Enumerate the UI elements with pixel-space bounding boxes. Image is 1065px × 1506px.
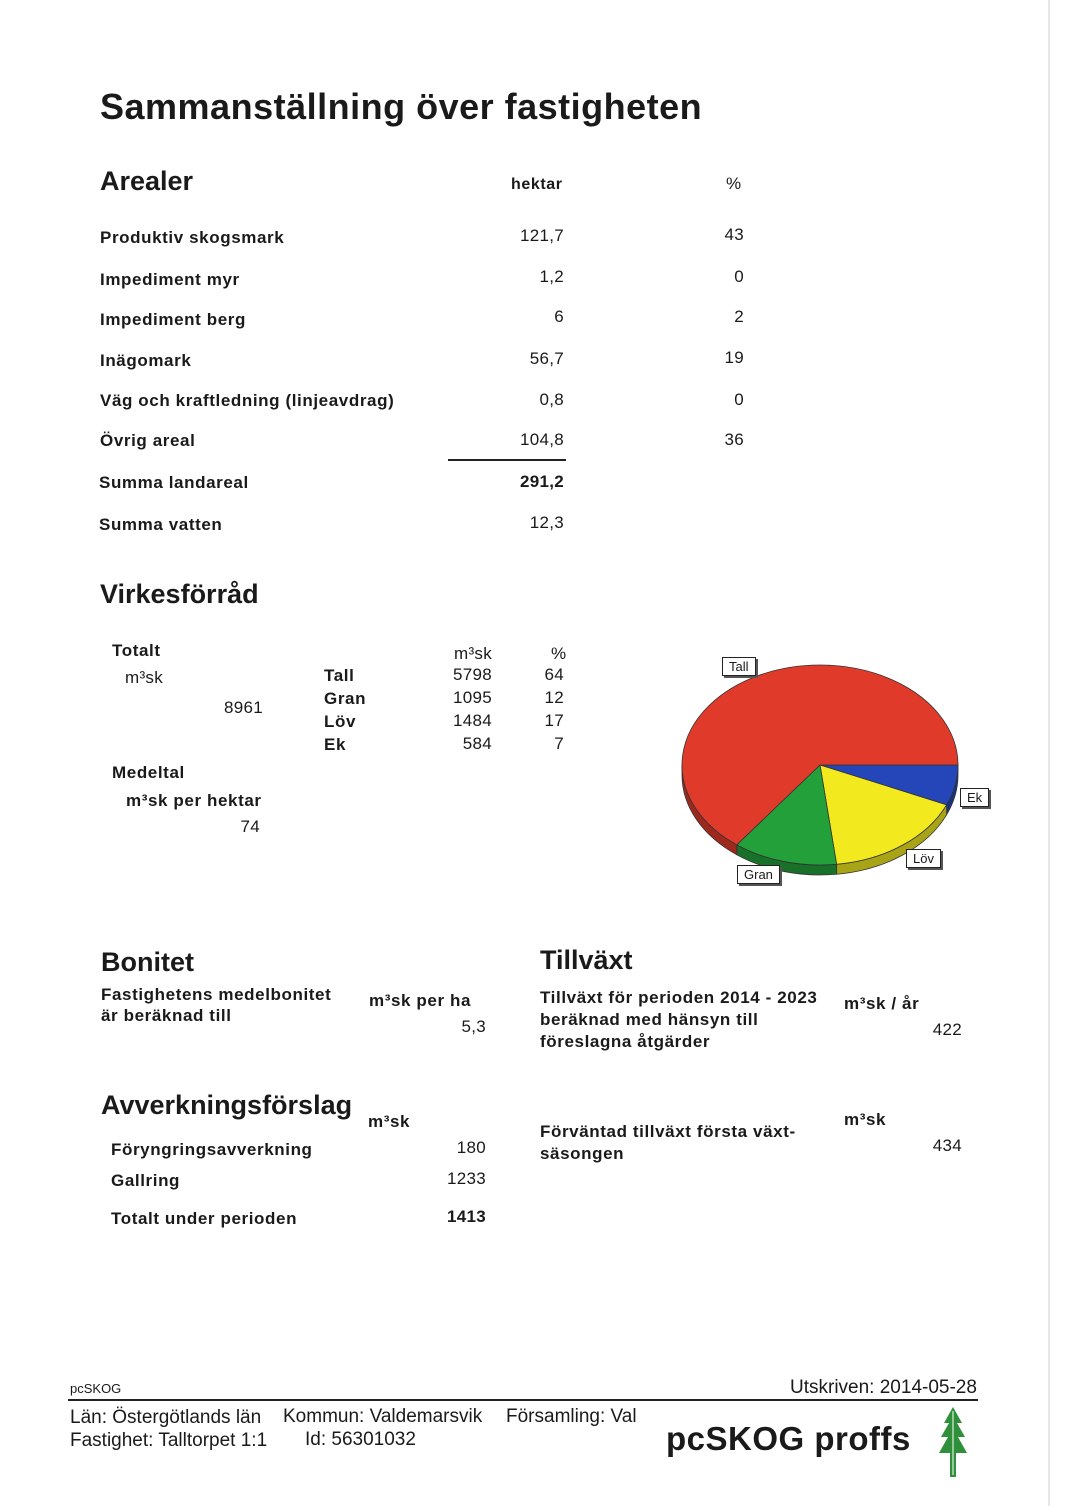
bonitet-heading: Bonitet xyxy=(101,947,194,977)
sum-land-label: Summa landareal xyxy=(99,473,249,492)
arealer-row-hektar: 0,8 xyxy=(539,390,564,409)
arealer-row-label: Impediment myr xyxy=(100,270,240,289)
totalt-unit-label: m³sk xyxy=(125,668,164,687)
footer-kommun: Kommun: Valdemarsvik xyxy=(283,1406,483,1427)
arealer-row-pct: 2 xyxy=(734,307,744,326)
species-pct: 12 xyxy=(544,688,564,707)
brand-name: pcSKOG proffs xyxy=(666,1420,911,1457)
page-edge xyxy=(1048,0,1050,1506)
forvantad-value: 434 xyxy=(932,1136,962,1155)
avverkning-total-label: Totalt under perioden xyxy=(111,1209,298,1228)
footer-id: Id: 56301032 xyxy=(305,1429,416,1450)
arealer-row-hektar: 104,8 xyxy=(519,430,564,449)
forvantad-text-2: säsongen xyxy=(540,1144,625,1163)
footer-fastighet: Fastighet: Talltorpet 1:1 xyxy=(70,1430,268,1451)
arealer-row-label: Övrig areal xyxy=(100,431,196,450)
tillvaxt-value: 422 xyxy=(932,1020,962,1039)
pie-label-tall: Tall xyxy=(722,657,756,676)
per-hektar-label: m³sk per hektar xyxy=(126,791,262,810)
arealer-heading: Arealer xyxy=(100,166,194,196)
arealer-row-hektar: 56,7 xyxy=(529,349,564,368)
col-pct-header: % xyxy=(551,644,567,663)
pie-label-gran: Gran xyxy=(737,865,780,884)
bonitet-text-2: är beräknad till xyxy=(101,1006,232,1025)
species-msk: 1484 xyxy=(452,711,492,730)
species-name: Tall xyxy=(324,666,355,685)
species-msk: 584 xyxy=(462,734,492,753)
avverkning-row-label: Föryngringsavverkning xyxy=(111,1140,313,1159)
avverkning-total-value: 1413 xyxy=(446,1207,486,1226)
forvantad-text-1: Förväntad tillväxt första växt- xyxy=(540,1122,796,1141)
bonitet-text-1: Fastighetens medelbonitet xyxy=(101,985,332,1004)
tillvaxt-heading: Tillväxt xyxy=(540,945,633,975)
arealer-row-label: Impediment berg xyxy=(100,310,246,329)
footer-divider xyxy=(68,1399,978,1401)
per-hektar-value: 74 xyxy=(240,817,260,836)
tree-logo-icon xyxy=(938,1405,968,1479)
medeltal-label: Medeltal xyxy=(112,763,185,782)
footer-printed-date: Utskriven: 2014-05-28 xyxy=(790,1377,977,1398)
avverkning-row-value: 1233 xyxy=(446,1169,486,1188)
tillvaxt-text-3: föreslagna åtgärder xyxy=(540,1032,711,1051)
arealer-row-pct: 0 xyxy=(734,267,744,286)
arealer-row-hektar: 1,2 xyxy=(539,267,564,286)
forvantad-unit: m³sk xyxy=(844,1110,887,1129)
footer-program: pcSKOG xyxy=(70,1381,122,1396)
species-name: Gran xyxy=(324,689,367,708)
avverkning-unit: m³sk xyxy=(368,1112,411,1131)
tillvaxt-text-2: beräknad med hänsyn till xyxy=(540,1010,759,1029)
sum-water-value: 12,3 xyxy=(529,513,564,532)
species-name: Löv xyxy=(324,712,357,731)
footer-forsamling: Församling: Val xyxy=(506,1406,637,1427)
tillvaxt-text-1: Tillväxt för perioden 2014 - 2023 xyxy=(540,988,818,1007)
bonitet-unit: m³sk per ha xyxy=(369,991,472,1010)
tillvaxt-unit: m³sk / år xyxy=(844,994,920,1013)
arealer-row-pct: 19 xyxy=(724,348,744,367)
col-hektar-header: hektar xyxy=(511,176,563,193)
avverkning-row-label: Gallring xyxy=(111,1171,181,1190)
bonitet-value: 5,3 xyxy=(461,1017,486,1036)
pie-label-lov: Löv xyxy=(906,849,941,868)
species-msk: 5798 xyxy=(452,665,492,684)
footer-lan: Län: Östergötlands län xyxy=(70,1407,262,1428)
col-msk-header: m³sk xyxy=(454,644,493,663)
arealer-row-label: Väg och kraftledning (linjeavdrag) xyxy=(100,391,395,410)
col-pct-header: % xyxy=(726,174,742,193)
arealer-row-label: Produktiv skogsmark xyxy=(100,228,285,247)
volume-pie-chart xyxy=(660,640,1000,900)
arealer-row-hektar: 121,7 xyxy=(519,226,564,245)
species-pct: 64 xyxy=(544,665,564,684)
arealer-row-hektar: 6 xyxy=(554,307,564,326)
sum-water-label: Summa vatten xyxy=(99,515,223,534)
pie-label-ek: Ek xyxy=(960,788,989,807)
species-msk: 1095 xyxy=(452,688,492,707)
avverkning-heading: Avverkningsförslag xyxy=(101,1090,353,1120)
arealer-row-pct: 36 xyxy=(724,430,744,449)
arealer-row-pct: 43 xyxy=(724,225,744,244)
sum-divider xyxy=(448,459,566,461)
total-volume-value: 8961 xyxy=(224,698,264,717)
species-pct: 17 xyxy=(544,711,564,730)
species-pct: 7 xyxy=(554,734,564,753)
avverkning-row-value: 180 xyxy=(456,1138,486,1157)
arealer-row-pct: 0 xyxy=(734,390,744,409)
virkes-heading: Virkesförråd xyxy=(100,579,259,609)
species-name: Ek xyxy=(324,735,346,754)
sum-land-value: 291,2 xyxy=(519,472,564,491)
arealer-row-label: Inägomark xyxy=(100,351,192,370)
page-title: Sammanställning över fastigheten xyxy=(100,86,703,127)
totalt-label: Totalt xyxy=(112,641,161,660)
